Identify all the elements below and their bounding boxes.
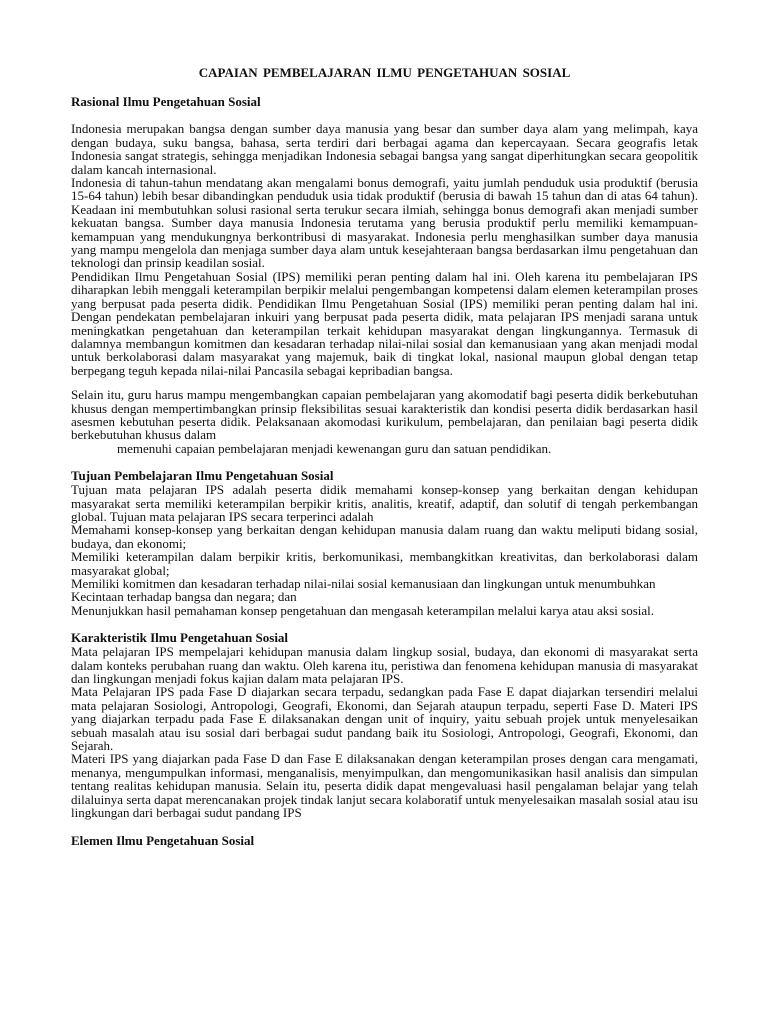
- rasional-paragraph-2: Indonesia di tahun-tahun mendatang akan mengalami bonus demografi, yaitu jumlah penduduk usia produktif (berusia 15-64 tahun) lebih besar dibandingkan penduduk usia tidak produktif (berusia di bawah 15 tahun dan di atas 64 tahun). Keadaan ini membutuhkan solusi rasional serta terukur secara ilmiah, sehingga bonus demografi akan menjadi sumber kekuatan bangsa. Sumber daya manusia Indonesia terutama yang berusia produktif perlu memiliki kemampuan-kemampuan yang mendukungnya berkontribusi di masyarakat. Indonesia perlu menghasilkan sumber daya manusia yang mampu mengelola dan menjaga sumber daya alam untuk kesejahteraan bangsa berdasarkan ilmu pengetahuan dan teknologi dan prinsip keadilan sosial.: [71, 175, 698, 271]
- document-page: [71, 66, 698, 848]
- karakteristik-paragraph-2: Mata Pelajaran IPS pada Fase D diajarkan secara terpadu, sedangkan pada Fase E dapat diajarkan tersendiri melalui mata pelajaran Sosiologi, Antropologi, Geografi, Ekonomi, dan Sejarah ataupun terpadu, seperti Fase D. Materi IPS yang diajarkan terpadu pada Fase E dilaksanakan dengan unit of inquiry, yaitu sebuah projek untuk menyelesaikan sebuah masalah atau isu sosial dari berbagai sudut pandang baik itu Sosiologi, Antropologi, Geografi, Ekonomi, dan Sejarah.: [71, 684, 698, 754]
- heading-rasional: Rasional Ilmu Pengetahuan Sosial: [71, 94, 261, 110]
- tujuan-item: Kecintaan terhadap bangsa dan negara; dan: [71, 589, 297, 605]
- tujuan-item: Menunjukkan hasil pemahaman konsep pengetahuan dan mengasah keterampilan melalui karya atau aksi sosial.: [71, 602, 655, 618]
- tujuan-item: Memiliki keterampilan dalam berpikir kritis, berkomunikasi, membangkitkan kreativitas, dan berkolaborasi dalam masyarakat global;: [71, 549, 698, 578]
- heading-karakteristik: Karakteristik Ilmu Pengetahuan Sosial: [71, 630, 289, 646]
- heading-tujuan: Tujuan Pembelajaran Ilmu Pengetahuan Sosial: [71, 468, 334, 484]
- karakteristik-paragraph-3: Materi IPS yang diajarkan pada Fase D dan Fase E dilaksanakan dengan keterampilan proses dengan cara mengamati, menanya, mengumpulkan informasi, menganalisis, menyimpulkan, dan mengomunikasikan hasil analisis dan simpulan tentang realitas kehidupan manusia. Selain itu, peserta didik dapat mengevaluasi hasil pengalaman belajar yang telah dilaluinya serta dapat merencanakan projek tindak lanjut secara kolaboratif untuk menyelesaikan masalah sosial atau isu lingkungan dari berbagai sudut pandang IPS: [71, 751, 698, 821]
- karakteristik-paragraph-1: Mata pelajaran IPS mempelajari kehidupan manusia dalam lingkup sosial, budaya, dan ekonomi di masyarakat serta dalam konteks perubahan ruang dan waktu. Oleh karena itu, peristiwa dan fenomena kehidupan manusia di masyarakat dan lingkungan menjadi fokus kajian dalam mata pelajaran IPS.: [71, 644, 698, 687]
- rasional-paragraph-3: Pendidikan Ilmu Pengetahuan Sosial (IPS) memiliki peran penting dalam hal ini. Oleh karena itu pembelajaran IPS diharapkan lebih menggali keterampilan berpikir melalui pengembangan kompetensi dalam elemen keterampilan proses yang berpusat pada peserta didik. Pendidikan Ilmu Pengetahuan Sosial (IPS) memiliki peran penting dalam hal ini. Dengan pendekatan pembelajaran inkuiri yang berpusat pada peserta didik, mata pelajaran IPS menjadi sarana untuk meningkatkan pengetahuan dan keterampilan terkait kehidupan masyarakat dengan lingkungannya. Termasuk di dalamnya membangun komitmen dan kesadaran terhadap nilai-nilai sosial dan kemanusiaan yang akan menjadi modal untuk berkolaborasi dalam masyarakat yang majemuk, baik di tingkat lokal, nasional maupun global dengan tetap berpegang teguh kepada nilai-nilai Pancasila sebagai kepribadian bangsa.: [71, 268, 698, 378]
- tujuan-item: Memahami konsep-konsep yang berkaitan dengan kehidupan manusia dalam ruang dan waktu meliputi bidang sosial, budaya, dan ekonomi;: [71, 522, 698, 551]
- document-title: CAPAIAN PEMBELAJARAN ILMU PENGETAHUAN SOSIAL: [198, 65, 571, 80]
- rasional-paragraph-4: Selain itu, guru harus mampu mengembangkan capaian pembelajaran yang akomodatif bagi peserta didik berkebutuhan khusus dengan mempertimbangkan prinsip fleksibilitas sesuai karakteristik dan kondisi peserta didik berdasarkan hasil asesmen kebutuhan peserta didik. Pelaksanaan akomodasi kurikulum, pembelajaran, dan penilaian bagi peserta didik berkebutuhan khusus dalam: [71, 387, 698, 443]
- rasional-paragraph-1: Indonesia merupakan bangsa dengan sumber daya manusia yang besar dan sumber daya alam yang melimpah, kaya dengan budaya, suku bangsa, bahasa, serta terdiri dari berbagai agama dan kepercayaan. Secara geografis letak Indonesia sangat strategis, sehingga menjadikan Indonesia sebagai bangsa yang sangat diperhitungkan secara geopolitik dalam kancah internasional.: [71, 121, 698, 177]
- rasional-paragraph-4-continuation: memenuhi capaian pembelajaran menjadi kewenangan guru dan satuan pendidikan.: [117, 440, 552, 456]
- tujuan-intro: Tujuan mata pelajaran IPS adalah peserta didik memahami konsep-konsep yang berkaitan dengan kehidupan masyarakat serta memiliki keterampilan berpikir kritis, analitis, kreatif, adaptif, dan solutif di tengah perkembangan global. Tujuan mata pelajaran IPS secara terperinci adalah: [71, 482, 698, 524]
- heading-elemen: Elemen Ilmu Pengetahuan Sosial: [71, 832, 255, 848]
- tujuan-item: Memiliki komitmen dan kesadaran terhadap nilai-nilai sosial kemanusiaan dan lingkungan untuk menumbuhkan: [71, 576, 656, 591]
